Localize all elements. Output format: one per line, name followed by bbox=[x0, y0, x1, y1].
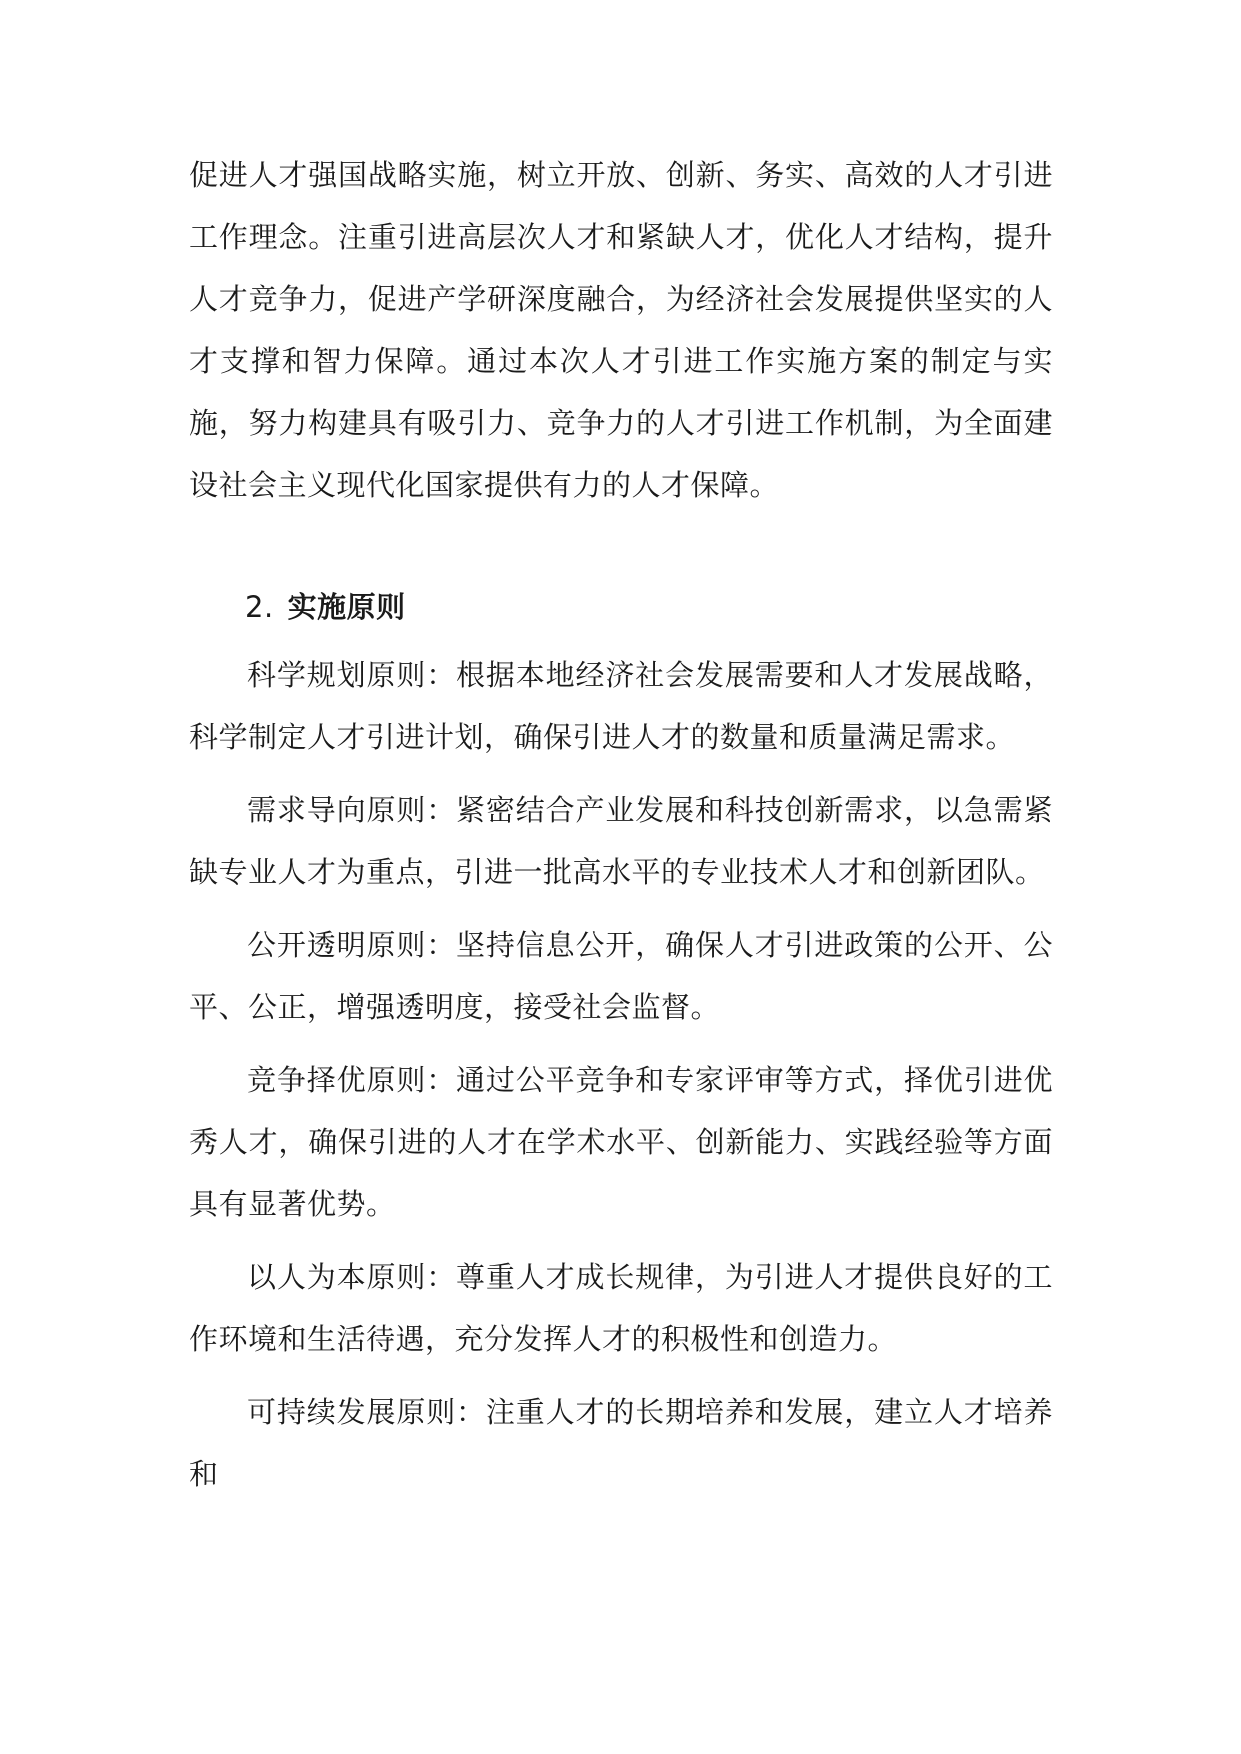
intro-paragraph: 促进人才强国战略实施，树立开放、创新、务实、高效的人才引进工作理念。注重引进高层次人才和紧缺人才，优化人才结构，提升人才竞争力，促进产学研深度融合，为经济社会发展提供坚实的人才支撑和智力保障。通过本次人才引进工作实施方案的制定与实施，努力构建具有吸引力、竞争力的人才引进工作机制，为全面建设社会主义现代化国家提供有力的人才保障。 bbox=[189, 158, 1053, 502]
principle-paragraph: 需求导向原则：紧密结合产业发展和科技创新需求，以急需紧缺专业人才为重点，引进一批高水平的专业技术人才和创新团队。 bbox=[189, 793, 1053, 889]
principle-paragraph: 公开透明原则：坚持信息公开，确保人才引进政策的公开、公平、公正，增强透明度，接受社会监督。 bbox=[189, 928, 1053, 1024]
principle-paragraph: 竞争择优原则：通过公平竞争和专家评审等方式，择优引进优秀人才，确保引进的人才在学术水平、创新能力、实践经验等方面具有显著优势。 bbox=[189, 1063, 1053, 1221]
section-number: 2. bbox=[245, 590, 274, 624]
principle-paragraph: 科学规划原则：根据本地经济社会发展需要和人才发展战略，科学制定人才引进计划，确保引进人才的数量和质量满足需求。 bbox=[189, 658, 1053, 754]
document-body bbox=[189, 144, 1053, 1505]
section-heading bbox=[189, 576, 1053, 638]
section-title: 实施原则 bbox=[287, 590, 406, 624]
principle-paragraph: 以人为本原则：尊重人才成长规律，为引进人才提供良好的工作环境和生活待遇，充分发挥人才的积极性和创造力。 bbox=[189, 1260, 1053, 1356]
principle-paragraph: 可持续发展原则：注重人才的长期培养和发展，建立人才培养和 bbox=[189, 1395, 1053, 1491]
